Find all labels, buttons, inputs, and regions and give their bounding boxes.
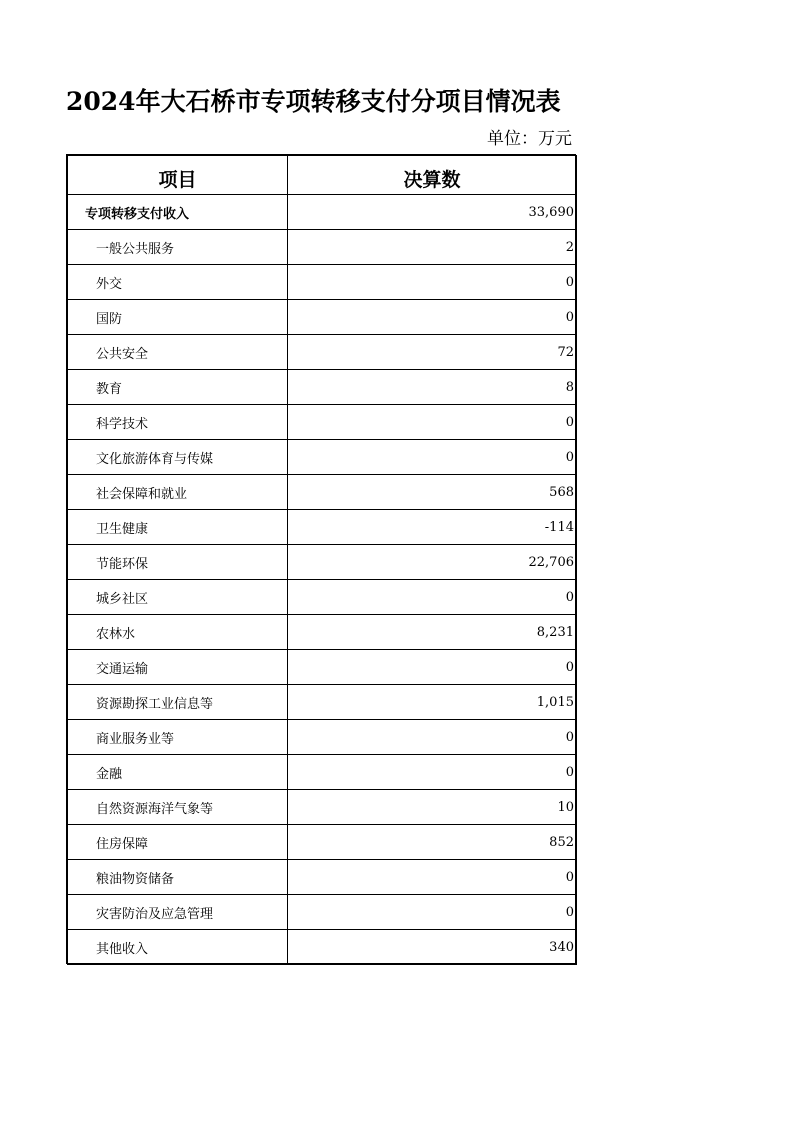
header-amount: 决算数 <box>288 156 577 195</box>
row-amount: 0 <box>288 265 577 300</box>
row-item-name: 卫生健康 <box>68 510 288 545</box>
row-item-name: 金融 <box>68 755 288 790</box>
table-row <box>68 265 577 300</box>
row-item-name: 资源勘探工业信息等 <box>68 685 288 720</box>
row-amount: 1,015 <box>288 685 577 720</box>
row-item-name: 自然资源海洋气象等 <box>68 790 288 825</box>
row-item-name: 科学技术 <box>68 405 288 440</box>
row-amount: 8,231 <box>288 615 577 650</box>
table-row <box>68 720 577 755</box>
row-amount: 852 <box>288 825 577 860</box>
table-row <box>68 755 577 790</box>
table-row <box>68 545 577 580</box>
table-row <box>68 860 577 895</box>
table-row <box>68 405 577 440</box>
row-item-name: 一般公共服务 <box>68 230 288 265</box>
row-item-name: 公共安全 <box>68 335 288 370</box>
row-amount: 10 <box>288 790 577 825</box>
row-amount: 72 <box>288 335 577 370</box>
row-item-name: 灾害防治及应急管理 <box>68 895 288 930</box>
table-row <box>68 475 577 510</box>
row-item-name: 社会保障和就业 <box>68 475 288 510</box>
row-amount: -114 <box>288 510 577 545</box>
row-amount: 0 <box>288 860 577 895</box>
header-item: 项目 <box>68 156 288 195</box>
table-row <box>68 650 577 685</box>
table-row-total <box>68 195 577 230</box>
row-amount: 568 <box>288 475 577 510</box>
table-row <box>68 790 577 825</box>
table-row <box>68 230 577 265</box>
unit-label: 单位：万元 <box>487 129 572 149</box>
table-header-row <box>68 156 577 195</box>
row-amount: 0 <box>288 720 577 755</box>
table-row <box>68 580 577 615</box>
row-item-name: 农林水 <box>68 615 288 650</box>
row-item-name: 国防 <box>68 300 288 335</box>
row-item-name: 外交 <box>68 265 288 300</box>
row-item-name: 交通运输 <box>68 650 288 685</box>
row-amount: 33,690 <box>288 195 577 230</box>
table-row <box>68 335 577 370</box>
page-title: 2024年大石桥市专项转移支付分项目情况表 <box>66 87 561 116</box>
row-item-name: 城乡社区 <box>68 580 288 615</box>
row-item-name: 商业服务业等 <box>68 720 288 755</box>
table-row <box>68 300 577 335</box>
table-row <box>68 825 577 860</box>
row-amount: 0 <box>288 580 577 615</box>
row-amount: 2 <box>288 230 577 265</box>
row-item-name: 教育 <box>68 370 288 405</box>
row-amount: 0 <box>288 405 577 440</box>
row-amount: 22,706 <box>288 545 577 580</box>
transfer-payment-table <box>67 155 577 965</box>
table-body <box>68 195 577 965</box>
row-item-name: 专项转移支付收入 <box>68 195 288 230</box>
table-row <box>68 510 577 545</box>
row-item-name: 其他收入 <box>68 930 288 965</box>
table-row <box>68 370 577 405</box>
table-row <box>68 685 577 720</box>
row-item-name: 文化旅游体育与传媒 <box>68 440 288 475</box>
row-amount: 0 <box>288 440 577 475</box>
table-row <box>68 440 577 475</box>
row-item-name: 节能环保 <box>68 545 288 580</box>
row-item-name: 粮油物资储备 <box>68 860 288 895</box>
table-row <box>68 930 577 965</box>
row-amount: 0 <box>288 895 577 930</box>
row-amount: 0 <box>288 755 577 790</box>
row-amount: 0 <box>288 650 577 685</box>
row-amount: 0 <box>288 300 577 335</box>
table-row <box>68 615 577 650</box>
row-amount: 8 <box>288 370 577 405</box>
row-amount: 340 <box>288 930 577 965</box>
table-row <box>68 895 577 930</box>
row-item-name: 住房保障 <box>68 825 288 860</box>
